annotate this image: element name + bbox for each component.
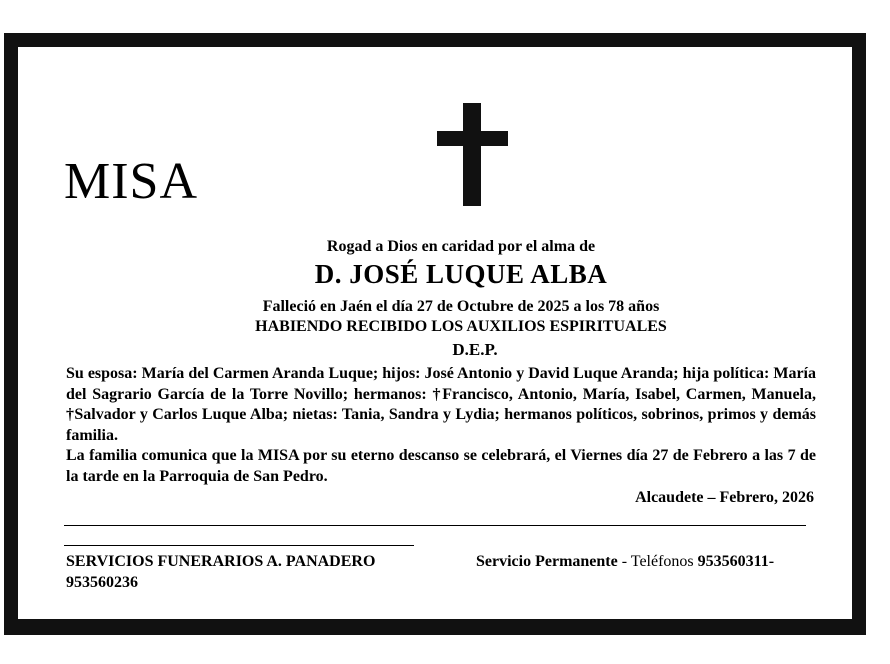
divider-line-short: [64, 545, 414, 546]
notice-heading: MISA: [64, 153, 199, 210]
funeral-home-name: SERVICIOS FUNERARIOS A. PANADERO 953560236: [66, 553, 376, 591]
rip-line: D.E.P.: [452, 340, 498, 359]
mass-paragraph: La familia comunica que la MISA por su eterno descanso se celebrará, el Viernes día 27 de Febrero a las 7 de la tarde en la Parroquia de San Pedro.: [66, 447, 816, 485]
service-label: Servicio Permanente: [476, 553, 618, 570]
phone-number: 953560311-: [693, 553, 775, 570]
divider-line: [64, 525, 806, 526]
family-paragraph: Su esposa: María del Carmen Aranda Luque; hijos: José Antonio y David Luque Aranda; hija política: María del Sagrario García de la Torre Novillo; hermanos: †Francisco, Antonio, María, Isabel, Carmen, Manuela, †Salvador y Carlos Luque Alba; nietas: Tania, Sandra y Lydia; hermanos políticos, sobrinos, primos y demás familia.: [66, 365, 816, 444]
phones-label: Teléfonos: [630, 553, 694, 570]
notice-body: [66, 364, 816, 487]
place-date: Alcaudete – Febrero, 2026: [635, 489, 814, 506]
cross-icon: [437, 103, 508, 206]
death-notice: Falleció en Jaén el día 27 de Octubre de 2025 a los 78 años: [262, 298, 660, 315]
sacraments-line: HABIENDO RECIBIDO LOS AUXILIOS ESPIRITUALES: [255, 318, 667, 335]
deceased-name: D. JOSÉ LUQUE ALBA: [314, 259, 608, 289]
intro-line: Rogad a Dios en caridad por el alma de: [326, 238, 596, 255]
service-info: [476, 551, 774, 572]
service-separator: -: [617, 553, 631, 570]
